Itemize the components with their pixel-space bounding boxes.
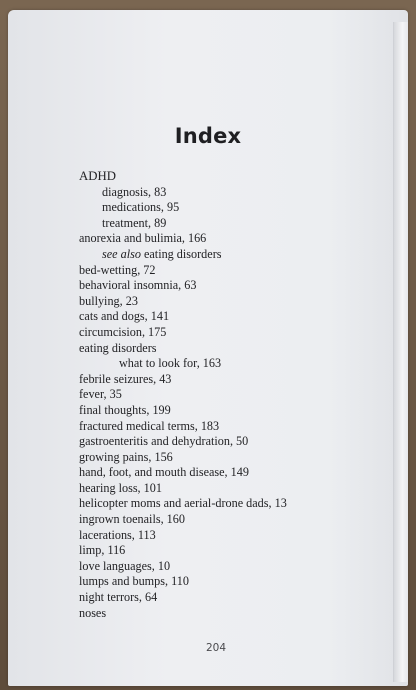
entry-text: gastroenteritis and dehydration, 50 — [79, 434, 249, 449]
entry-text: febrile seizures, 43 — [79, 371, 172, 386]
index-subentry — [79, 185, 287, 201]
entry-text: anorexia and bulimia, 166 — [79, 231, 207, 246]
entry-text: eating disorders — [140, 246, 222, 261]
entry-text: fever, 35 — [79, 387, 122, 402]
index-entry — [79, 465, 287, 481]
entry-text: bed-wetting, 72 — [79, 262, 156, 277]
page-edge — [393, 22, 408, 682]
index-entry — [79, 309, 287, 325]
entry-text: treatment, 89 — [102, 215, 167, 230]
entry-text: lacerations, 113 — [79, 527, 156, 542]
index-entry — [79, 434, 287, 450]
entry-text: eating disorders — [79, 340, 157, 355]
index-entry — [79, 606, 287, 622]
entry-text: hearing loss, 101 — [79, 480, 162, 495]
index-entry — [79, 387, 287, 403]
index-entry — [79, 341, 287, 357]
entry-text: diagnosis, 83 — [102, 184, 167, 199]
index-entry — [79, 543, 287, 559]
index-entry — [79, 169, 287, 185]
index-entry — [79, 590, 287, 606]
entry-text: lumps and bumps, 110 — [79, 574, 189, 589]
entry-text: love languages, 10 — [79, 558, 171, 573]
index-subentry — [79, 247, 287, 263]
entry-text: final thoughts, 199 — [79, 402, 171, 417]
entry-text: ingrown toenails, 160 — [79, 512, 185, 527]
index-entry — [79, 403, 287, 419]
entry-text: medications, 95 — [102, 200, 180, 215]
index-entry — [79, 528, 287, 544]
index-entry — [79, 263, 287, 279]
entry-text: cats and dogs, 141 — [79, 309, 170, 324]
entry-text: noses — [79, 605, 107, 620]
entry-text: helicopter moms and aerial-drone dads, 13 — [79, 496, 287, 511]
page-title: Index — [174, 124, 242, 148]
index-entry — [79, 294, 287, 310]
entry-text: what to look for, 163 — [119, 356, 222, 371]
index-entry — [79, 496, 287, 512]
index-entry — [79, 512, 287, 528]
entry-text: circumcision, 175 — [79, 324, 167, 339]
entry-text: fractured medical terms, 183 — [79, 418, 220, 433]
entry-text: limp, 116 — [79, 543, 126, 558]
entry-text: bullying, 23 — [79, 293, 138, 308]
index-entry — [79, 481, 287, 497]
entry-text: night terrors, 64 — [79, 590, 158, 605]
index-entry — [79, 278, 287, 294]
index-subentry — [79, 200, 287, 216]
index-subentry — [79, 216, 287, 232]
index-entry — [79, 231, 287, 247]
see-also-label: see also — [102, 246, 141, 261]
page-number: 204 — [205, 642, 227, 654]
index-entry — [79, 574, 287, 590]
entry-text: ADHD — [79, 169, 116, 183]
entry-text: hand, foot, and mouth disease, 149 — [79, 465, 249, 480]
entry-text: behavioral insomnia, 63 — [79, 278, 197, 293]
index-subentry — [79, 356, 287, 372]
index-entry — [79, 559, 287, 575]
index-entry — [79, 450, 287, 466]
index-entry — [79, 419, 287, 435]
index-entry — [79, 372, 287, 388]
entry-text: growing pains, 156 — [79, 449, 173, 464]
index-entry — [79, 325, 287, 341]
index-list — [79, 169, 287, 621]
